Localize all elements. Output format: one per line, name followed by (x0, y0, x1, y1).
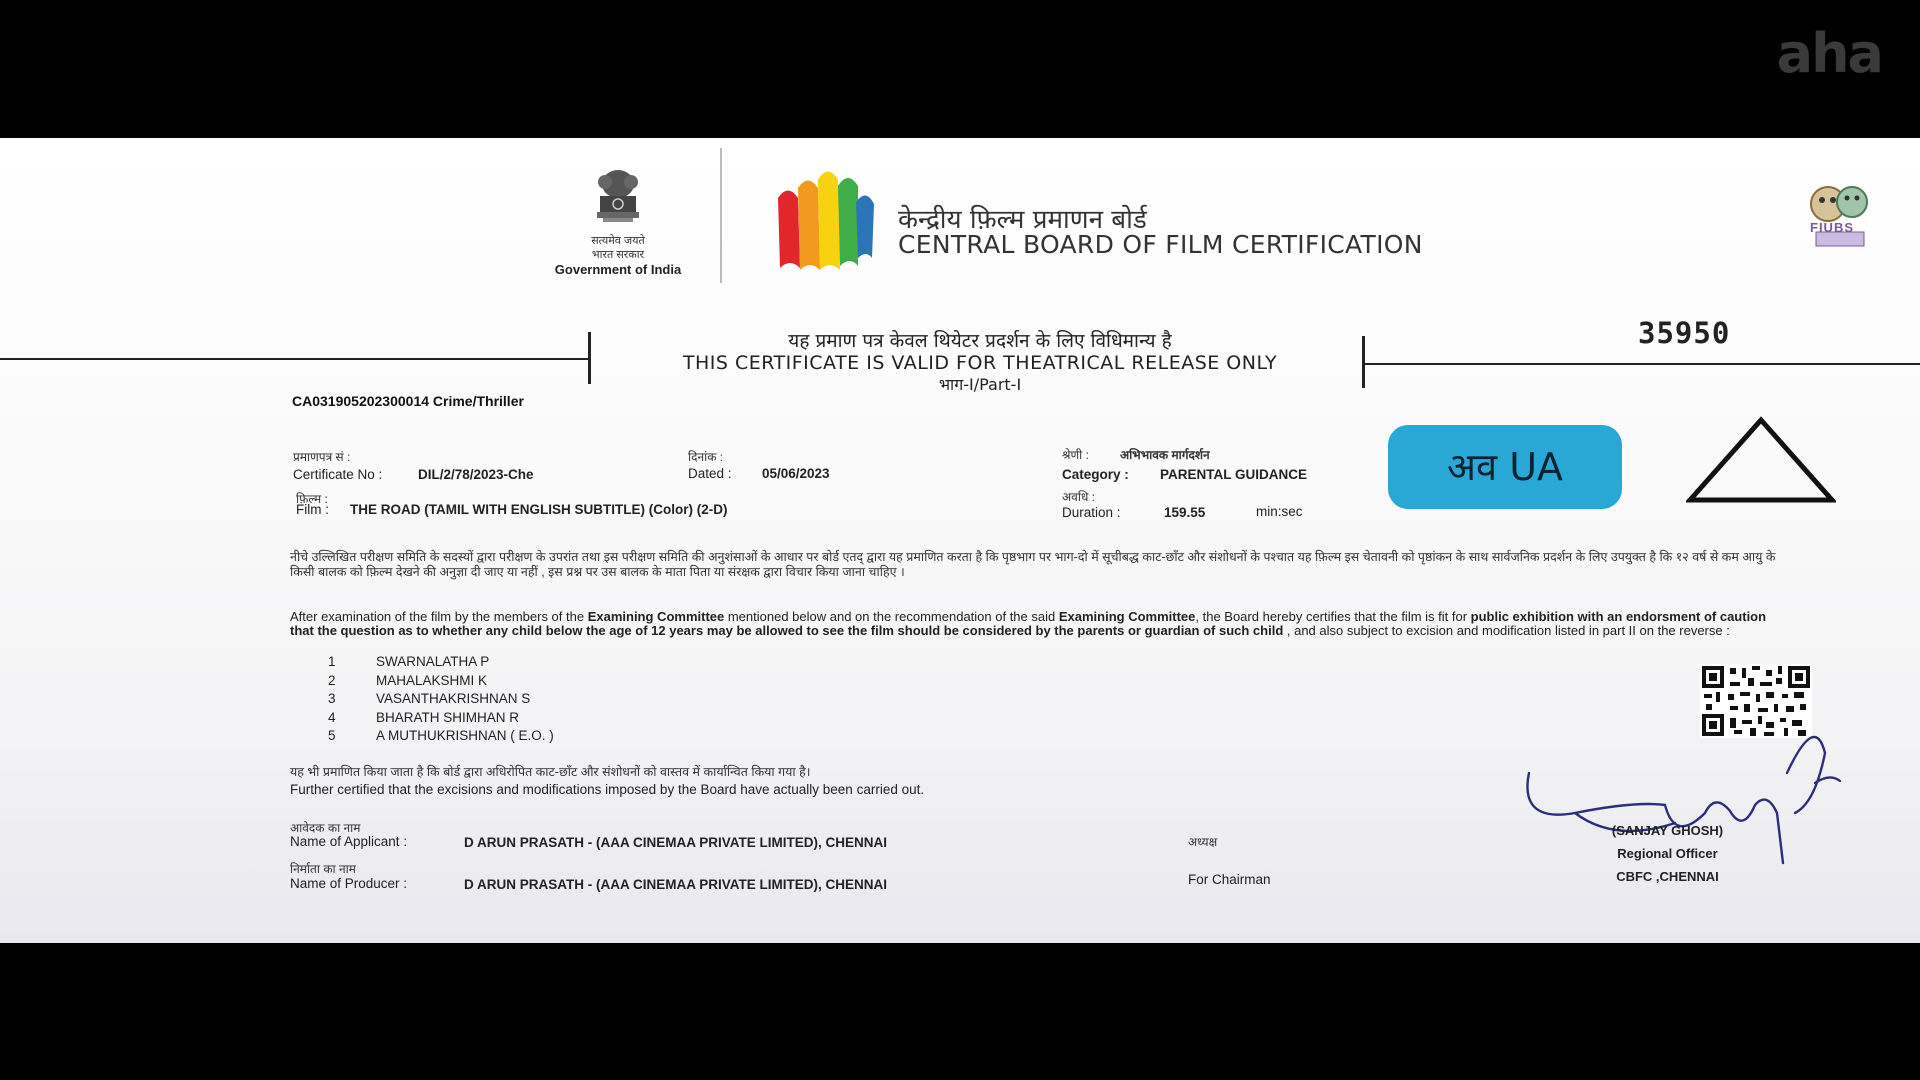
right-rule (1362, 363, 1920, 365)
list-item (328, 691, 554, 710)
member-name: MAHALAKSHMI K (376, 672, 488, 688)
theatre-masks-icon (1800, 176, 1880, 256)
applicant-value: D ARUN PRASATH - (AAA CINEMAA PRIVATE LIMITED), CHENNAI (464, 835, 887, 850)
date-label: Dated : (688, 466, 732, 481)
fiubs-label: FIUBS (1810, 220, 1854, 235)
english-certification-paragraph (290, 610, 1790, 638)
member-number: 1 (328, 654, 336, 669)
date-hindi: दिनांक : (688, 450, 724, 464)
hindi-certification-paragraph: नीचे उल्लिखित परीक्षण समिति के सदस्यों द्वारा परीक्षण के उपरांत तथा इस परीक्षण समिति की अनुशंसाओं के आधार पर बोर्ड एतद् द्वारा यह प्रमाणित करता है कि पृष्ठभाग पर भाग-दो में सूचीबद्ध काट-छाँट और संशोधनों के पश्चात यह फ़िल्म इस चेतावनी को पृष्ठांकन के साथ सार्वजनिक प्रदर्शन के लिए उपयुक्त है कि १२ वर्ष से कम आयु के किसी बालक को फ़िल्म देखने की अनुज्ञा दी जाए या नहीं , इस प्रश्न पर उस बालक के माता पिता या संरक्षक द्वारा विचार किया जाना चाहिए । (290, 550, 1776, 579)
triangle-symbol-icon (1686, 416, 1836, 506)
duration-label: Duration : (1062, 505, 1121, 520)
member-name: A MUTHUKRISHNAN ( E.O. ) (376, 728, 554, 743)
validity-part: भाग-I/Part-I (938, 375, 1022, 394)
duration-value: 159.55 (1164, 505, 1206, 520)
category-hindi: श्रेणी : (1062, 448, 1089, 462)
date-value: 05/06/2023 (762, 466, 830, 481)
para-bold-1: Examining Committee (587, 609, 725, 624)
para-bold-3: public exhibition with an endorsment of caution that the question as to whether any child below the age of 12 years may be allowed to see the film should be considered by the parents or guardian of such child (290, 609, 1767, 638)
duration-unit: min:sec (1256, 504, 1303, 519)
producer-hindi: निर्माता का नाम (290, 862, 356, 876)
para-bold-2: Examining Committee (1058, 609, 1196, 624)
member-number: 5 (328, 728, 336, 743)
producer-label: Name of Producer : (290, 876, 408, 891)
government-label: Government of India (554, 262, 682, 277)
right-bracket (1362, 336, 1365, 388)
member-name: VASANTHAKRISHNAN S (376, 691, 531, 706)
board-name-hindi: केन्द्रीय फ़िल्म प्रमाणन बोर्ड (898, 205, 1147, 235)
ashoka-emblem-icon (583, 164, 653, 234)
officer-name: (SANJAY GHOSH) (1611, 823, 1724, 838)
category-hindi-value: अभिभावक मार्गदर्शन (1120, 448, 1210, 462)
applicant-hindi: आवेदक का नाम (290, 821, 361, 835)
member-name: SWARNALATHA P (376, 654, 490, 669)
serial-number: 35950 (1638, 316, 1731, 350)
film-label: Film : (296, 502, 329, 517)
producer-value: D ARUN PRASATH - (AAA CINEMAA PRIVATE LIMITED), CHENNAI (464, 877, 887, 892)
government-emblem (548, 164, 688, 277)
film-hindi: फ़िल्म : (296, 492, 328, 506)
film-value: THE ROAD (TAMIL WITH ENGLISH SUBTITLE) (Color) (2-D) (350, 502, 728, 517)
cbfc-logo-icon (770, 158, 880, 278)
validity-hindi: यह प्रमाण पत्र केवल थियेटर प्रदर्शन के लिए विधिमान्य है (788, 330, 1172, 352)
header-divider (720, 148, 722, 283)
member-name: BHARATH SHIMHAN R (376, 709, 520, 725)
officer-title: Regional Officer (1617, 846, 1718, 861)
list-item (328, 673, 554, 692)
left-rule (0, 358, 590, 360)
list-item (328, 654, 554, 673)
para-text-4: , and also subject to excision and modification listed in part II on the reverse : (1283, 623, 1730, 638)
chairman-label: For Chairman (1188, 872, 1271, 887)
member-number: 2 (328, 672, 336, 688)
further-certified-english: Further certified that the excisions and modifications imposed by the Board have actually been carried out. (290, 782, 925, 797)
board-name-english: CENTRAL BOARD OF FILM CERTIFICATION (898, 230, 1423, 259)
validity-banner (600, 330, 1360, 396)
examining-committee-list (328, 654, 554, 747)
further-certified-hindi: यह भी प्रमाणित किया जाता है कि बोर्ड द्वारा अधिरोपित काट-छाँट और संशोधनों को वास्तव में कार्यान्वित किया गया है। (290, 765, 811, 779)
para-text-3: , the Board hereby certifies that the film is fit for (1195, 609, 1471, 624)
officer-office: CBFC ,CHENNAI (1616, 869, 1719, 884)
para-text-2: mentioned below and on the recommendation of the said (724, 609, 1059, 624)
left-bracket (588, 332, 591, 384)
cert-no-value: DIL/2/78/2023-Che (418, 467, 534, 482)
cert-no-hindi: प्रमाणपत्र सं : (293, 450, 351, 464)
duration-hindi: अवधि : (1062, 490, 1095, 504)
emblem-hindi: भारत सरकार (591, 249, 645, 261)
applicant-label: Name of Applicant : (290, 834, 408, 849)
cert-no-label: Certificate No : (293, 467, 383, 482)
list-item (328, 728, 554, 747)
aha-watermark: aha (1776, 22, 1882, 85)
category-label: Category : (1062, 467, 1129, 482)
category-value: PARENTAL GUIDANCE (1160, 467, 1308, 482)
member-number: 3 (328, 691, 336, 706)
application-reference: CA031905202300014 Crime/Thriller (292, 393, 524, 409)
certificate (0, 138, 1920, 943)
rating-badge: अव UA (1388, 425, 1622, 509)
validity-english: THIS CERTIFICATE IS VALID FOR THEATRICAL RELEASE ONLY (682, 352, 1278, 374)
member-number: 4 (328, 709, 336, 725)
para-text-1: After examination of the film by the members of the (290, 609, 588, 624)
chairman-hindi: अध्यक्ष (1188, 835, 1218, 849)
fiubs-logo (1800, 176, 1880, 261)
list-item (328, 710, 554, 729)
emblem-motto: सत्यमेव जयते (591, 235, 645, 247)
